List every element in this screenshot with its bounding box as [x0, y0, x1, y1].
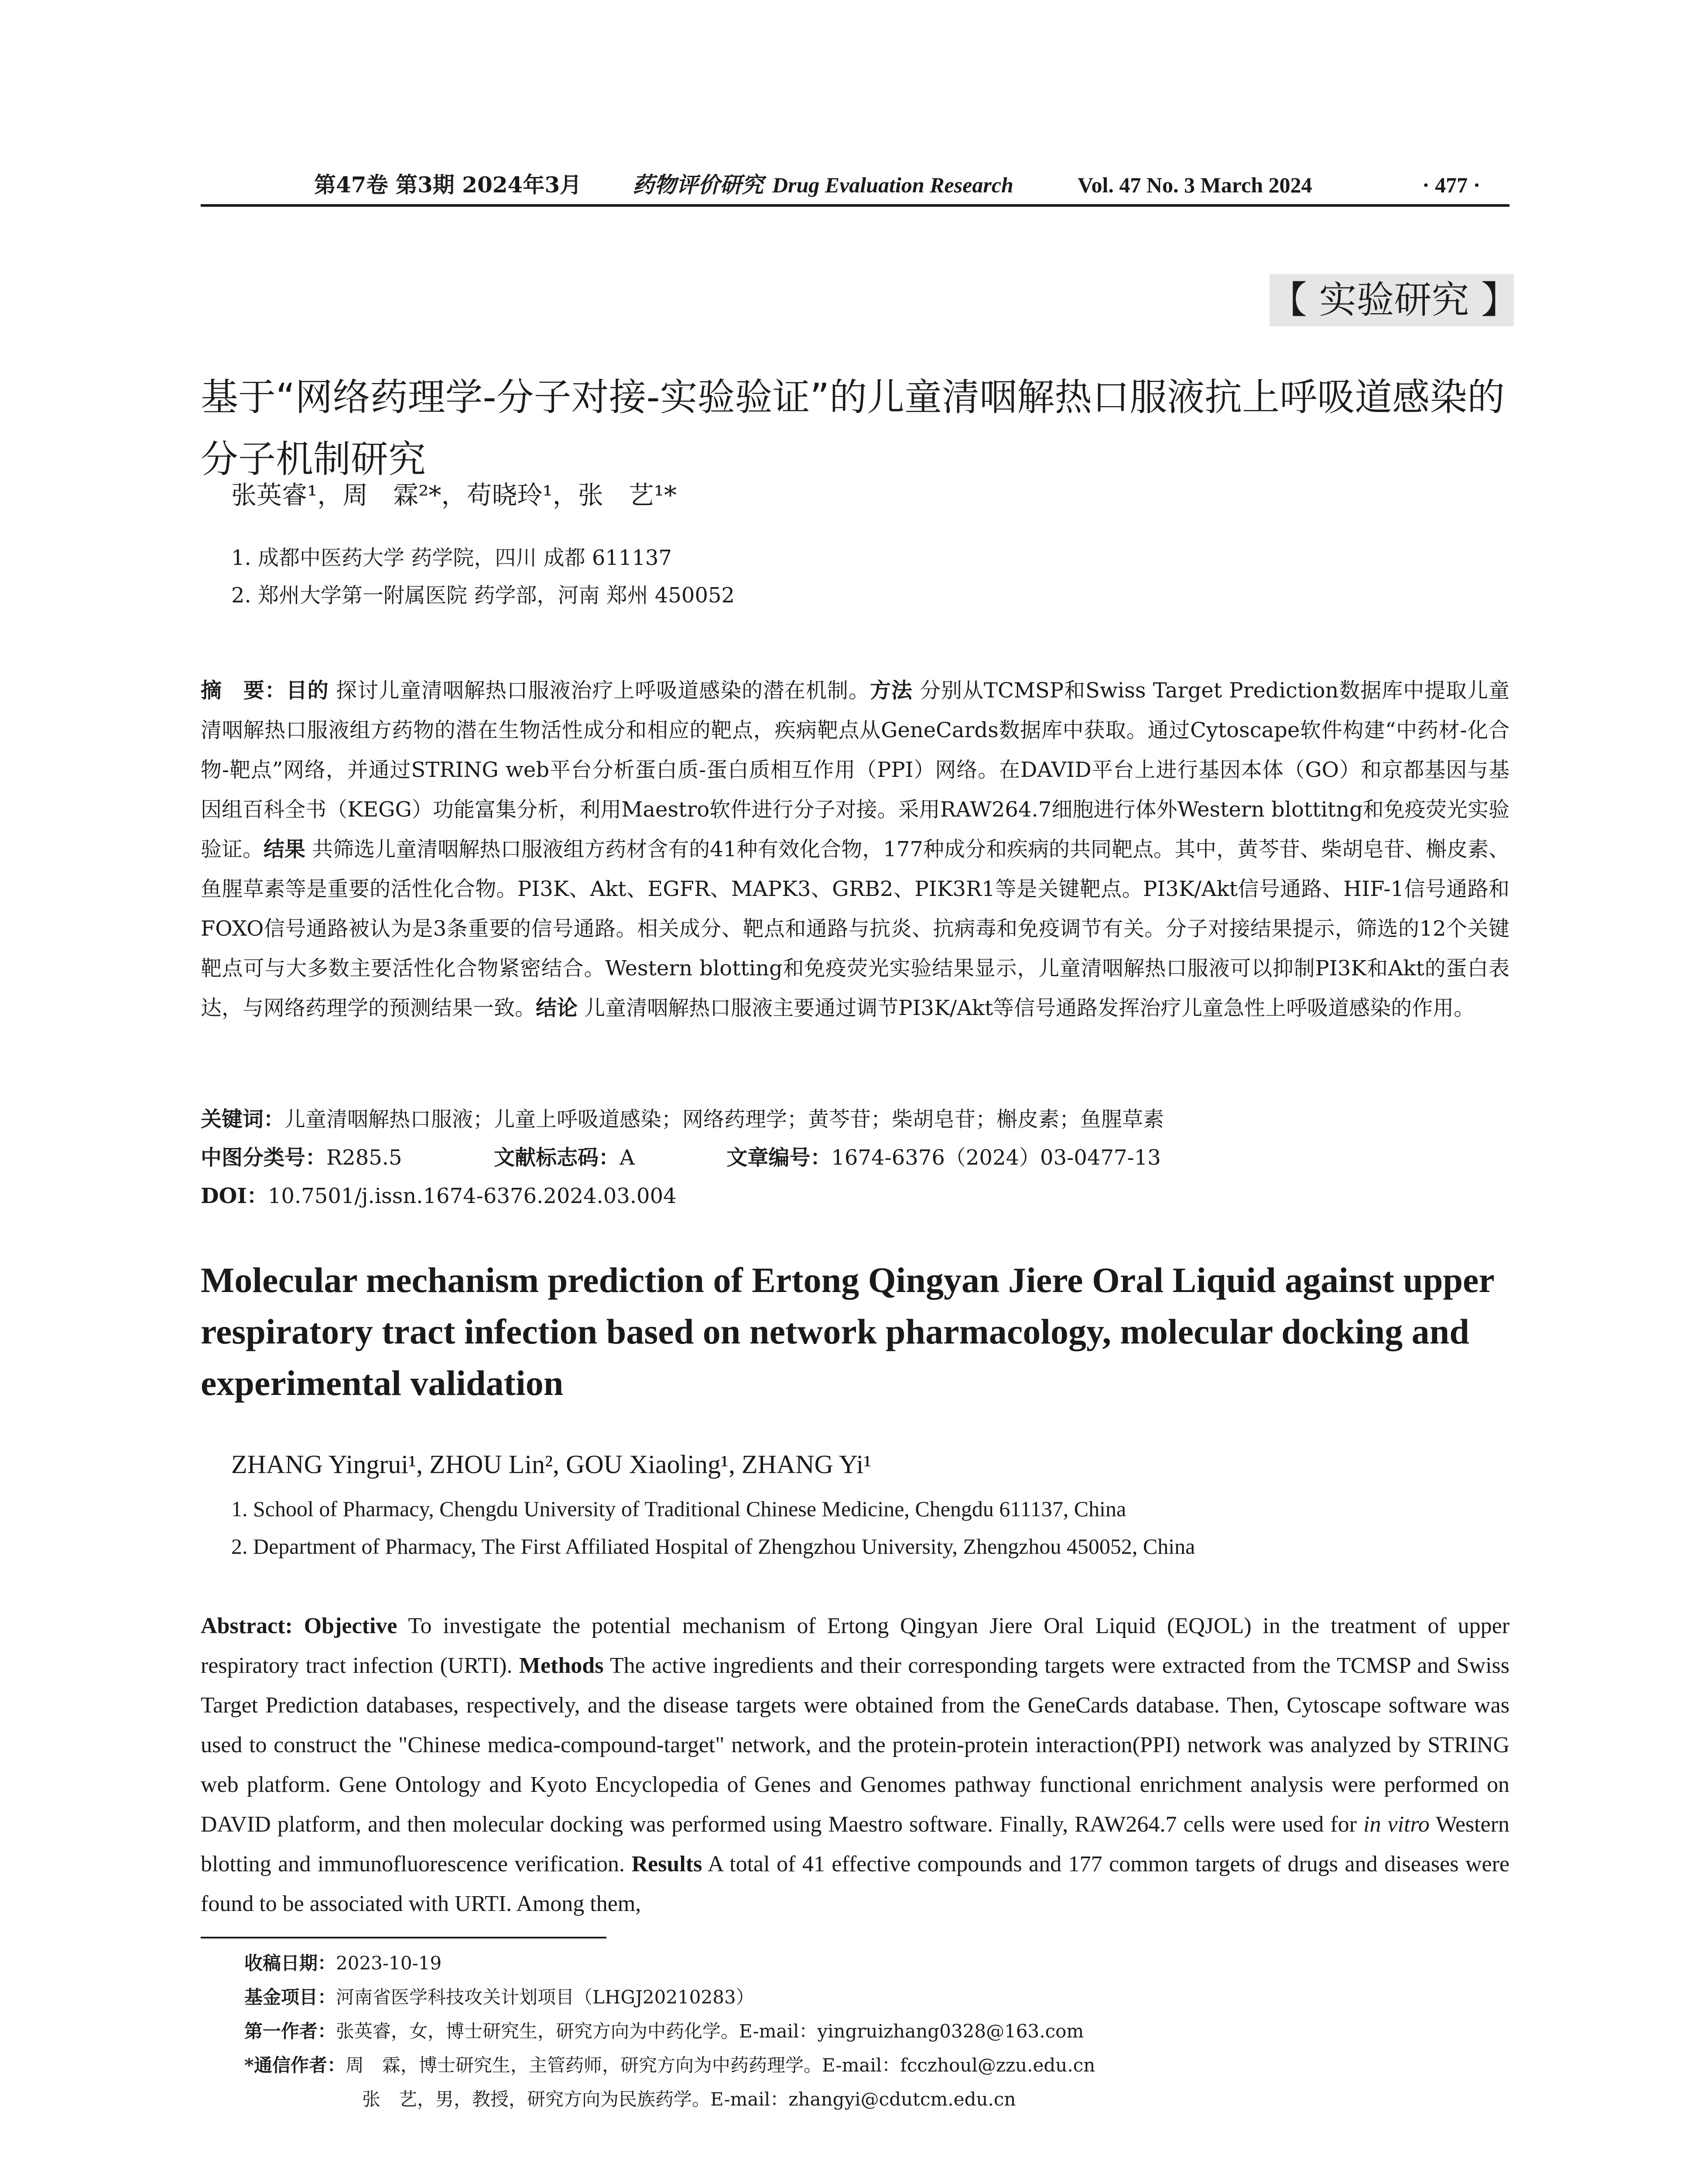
affiliation-en-2: 2. Department of Pharmacy, The First Affiliated Hospital of Zhengzhou University, Zhengzhou 450052, China: [231, 1534, 1195, 1559]
header-journal-en: Drug Evaluation Research: [772, 173, 1013, 197]
keywords-value: 儿童清咽解热口服液；儿童上呼吸道感染；网络药理学；黄芩苷；柴胡皂苷；槲皮素；鱼腥草素: [284, 1107, 1164, 1132]
first-author-value: 张英睿，女，博士研究生，研究方向为中药化学。E-mail：yingruizhang0328@163.com: [336, 2020, 1084, 2042]
abstract-cn-conclusion: 儿童清咽解热口服液主要通过调节PI3K/Akt等信号通路发挥治疗儿童急性上呼吸道感染的作用。: [584, 996, 1475, 1020]
doi-line: [201, 1179, 677, 1214]
running-header: [201, 168, 1509, 202]
abstract-en-results: A total of 41 effective compounds and 177 common targets of drugs and diseases were found to be associated with URTI. Among them,: [201, 1852, 1510, 1916]
keywords-label: 关键词：: [201, 1107, 285, 1132]
corresponding-label: *通信作者：: [244, 2055, 346, 2076]
classification-line: [201, 1140, 1161, 1175]
abstract-en-objective: To investigate the potential mechanism of Ertong Qingyan Jiere Oral Liquid (EQJOL) in the treatment of upper respiratory tract infection (URTI).: [201, 1614, 1510, 1678]
abstract-cn-label: 摘 要：: [201, 678, 286, 703]
abstract-cn-results: 共筛选儿童清咽解热口服液组方药材含有的41种有效化合物，177种成分和疾病的共同靶点。其中，黄芩苷、柴胡皂苷、槲皮素、鱼腥草素等是重要的活性化合物。PI3K、Akt、EGFR、MAPK3、GRB2、PIK3R1等是关键靶点。PI3K/Akt信号通路、HIF-1信号通路和FOXO信号通路被认为是3条重要的信号通路。相关成分、靶点和通路与抗炎、抗病毒和免疫调节有关。分子对接结果提示，筛选的12个关键靶点可与大多数主要活性化合物紧密结合。Western blotting和免疫荧光实验结果显示，儿童清咽解热口服液可以抑制PI3K和Akt的蛋白表达，与网络药理学的预测结果一致。: [201, 837, 1509, 1020]
affiliation-cn-1: 1. 成都中医药大学 药学院，四川 成都 611137: [231, 546, 672, 570]
keywords-line: [201, 1102, 1164, 1137]
abstract-en-objective-label: Objective: [304, 1614, 397, 1638]
header-journal-cn: 药物评价研究: [633, 172, 763, 198]
doc-code-value: A: [620, 1145, 635, 1170]
abstract-en-methods-a: The active ingredients and their corresponding targets were extracted from the TCMSP and Swiss Target Prediction databases, respectively, and the disease targets were obtained from the GeneCards database. Then, Cytoscape software was used to construct the "Chinese medica-compound-target" network, and the protein-protein interaction(PPI) network was analyzed by STRING web platform. Gene Ontology and Kyoto Encyclopedia of Genes and Genomes pathway functional enrichment analysis were performed on DAVID platform, and then molecular docking was performed using Maestro software. Finally, RAW264.7 cells were used for: [201, 1653, 1509, 1837]
article-number-value: 1674-6376（2024）03-0477-13: [831, 1145, 1161, 1170]
abstract-cn-objective: 探讨儿童清咽解热口服液治疗上呼吸道感染的潜在机制。: [335, 678, 870, 703]
header-volume-en: Vol. 47 No. 3 March 2024: [1078, 173, 1312, 197]
abstract-en-methods-label: Methods: [519, 1653, 604, 1678]
header-volume-cn: 第47卷 第3期 2024年3月: [314, 172, 582, 198]
abstract-cn: [201, 671, 1509, 1028]
authors-cn: 张英睿¹，周 霖²*，苟晓玲¹，张 艺¹*: [231, 480, 677, 510]
abstract-en: [201, 1606, 1509, 1924]
doi-value: 10.7501/j.issn.1674-6376.2024.03.004: [267, 1184, 677, 1208]
abstract-en-methods-b: Western blotting and immunofluorescence verification.: [201, 1812, 1510, 1877]
title-cn: 基于“网络药理学-分子对接-实验验证”的儿童清咽解热口服液抗上呼吸道感染的分子机制研究: [201, 376, 1505, 481]
corresponding-value-1: 周 霖，博士研究生，主管药师，研究方向为中药药理学。E-mail：fcczhoul@zzu.edu.cn: [345, 2055, 1095, 2076]
affiliation-cn-2: 2. 郑州大学第一附属医院 药学部，河南 郑州 450052: [231, 583, 735, 608]
fund-label: 基金项目：: [244, 1986, 336, 2008]
footnote-corresponding: [244, 2048, 1095, 2082]
clc-label: 中图分类号：: [201, 1145, 327, 1170]
abstract-cn-methods-label: 方法: [869, 678, 913, 703]
title-en: Molecular mechanism prediction of Ertong Qingyan Jiere Oral Liquid against upper respiratory tract infection based on network pharmacology, molecular docking and experimental validation: [201, 1260, 1494, 1403]
abstract-cn-results-label: 结果: [264, 837, 306, 861]
abstract-cn-methods: 分别从TCMSP和Swiss Target Prediction数据库中提取儿童清咽解热口服液组方药物的潜在生物活性成分和相应的靶点，疾病靶点从GeneCards数据库中获取。通过Cytoscape软件构建“中药材-化合物-靶点”网络，并通过STRING web平台分析蛋白质-蛋白质相互作用（PPI）网络。在DAVID平台上进行基因本体（GO）和京都基因与基因组百科全书（KEGG）功能富集分析，利用Maestro软件进行分子对接。采用RAW264.7细胞进行体外Western blottitng和免疫荧光实验验证。: [201, 678, 1509, 861]
abstract-cn-objective-label: 目的: [286, 678, 329, 703]
doc-code-label: 文献标志码：: [494, 1145, 620, 1170]
abstract-cn-conclusion-label: 结论: [536, 996, 578, 1020]
fund-value: 河南省医学科技攻关计划项目（LHGJ20210283）: [336, 1986, 754, 2008]
header-page-number: · 477 ·: [1422, 173, 1481, 197]
footnote-corresponding-2: 张 艺，男，教授，研究方向为民族药学。E-mail：zhangyi@cdutcm.edu.cn: [362, 2089, 1016, 2110]
abstract-en-methods-italic: in vitro: [1363, 1812, 1430, 1837]
first-author-label: 第一作者：: [244, 2020, 336, 2042]
footnote-received: [244, 1946, 442, 1980]
received-label: 收稿日期：: [244, 1952, 336, 1974]
header-rule: [201, 204, 1509, 207]
received-value: 2023-10-19: [336, 1952, 442, 1974]
doi-label: DOI：: [201, 1184, 268, 1208]
authors-en: ZHANG Yingrui¹, ZHOU Lin², GOU Xiaoling¹, ZHANG Yi¹: [231, 1450, 872, 1479]
footnote-first-author: [244, 2014, 1084, 2048]
abstract-en-results-label: Results: [631, 1852, 702, 1877]
footnote-rule: [201, 1937, 606, 1938]
clc-value: R285.5: [326, 1145, 402, 1170]
affiliation-en-1: 1. School of Pharmacy, Chengdu University of Traditional Chinese Medicine, Chengdu 611137, China: [231, 1497, 1126, 1521]
section-label: 【 实验研究 】: [1270, 274, 1514, 326]
abstract-en-label: Abstract:: [201, 1614, 293, 1638]
footnote-fund: [244, 1980, 754, 2014]
article-number-label: 文章编号：: [726, 1145, 832, 1170]
